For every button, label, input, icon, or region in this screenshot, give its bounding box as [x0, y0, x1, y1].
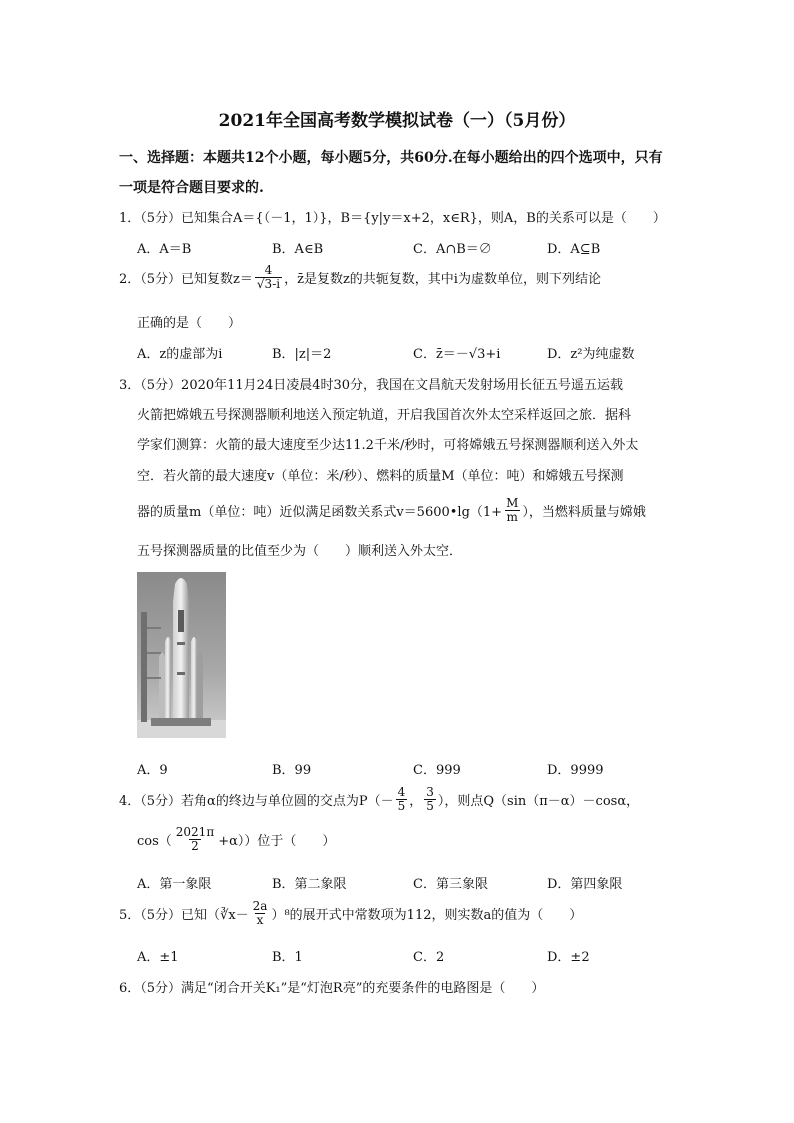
q2-stem-pre: 2．（5分）已知复数z＝ [119, 271, 253, 287]
q4-line2 [137, 826, 335, 852]
q2-fraction-numerator: 4 [264, 263, 273, 277]
q2-fraction-denominator: √3-i [256, 276, 281, 291]
section-heading-line2: 一项是符合题目要求的. [119, 180, 264, 196]
rocket-photo [137, 572, 226, 738]
q4-fraction-1-denominator: 5 [397, 798, 406, 813]
q3-option-c: C．999 [413, 763, 461, 778]
q4-line2-pre: cos（ [137, 833, 172, 849]
q4-line1-comma: ， [409, 793, 423, 809]
q1-option-b: B．A∈B [272, 242, 324, 257]
q3-line3: 学家们测算：火箭的最大速度至少达11.2千米/秒时，可将嫦娥五号探测器顺利送入外太 [137, 438, 639, 453]
q4-fraction-2-denominator: 5 [426, 798, 434, 813]
q4-line1-post: ），则点Q（sin（π－α）－cosα， [437, 793, 640, 809]
q4-fraction-3-denominator: 2 [191, 838, 199, 853]
q4-fraction-2 [424, 786, 436, 812]
q4-fraction-1 [396, 786, 408, 812]
q2-stem-post: ，z̄是复数z的共轭复数，其中i为虚数单位，则下列结论 [284, 271, 601, 287]
q3-line5-pre: 器的质量m（单位：吨）近似满足函数关系式v＝5600•lg（1+ [137, 504, 503, 520]
q5-option-d: D．±2 [547, 950, 590, 965]
q5-fraction [251, 900, 270, 926]
q1-stem: 1．（5分）已知集合A＝{（－1，1）}，B＝{y|y＝x+2，x∈R}，则A，B的关系可以是（ ） [119, 211, 666, 226]
q4-fraction-3 [174, 826, 216, 852]
page-title: 2021年全国高考数学模拟试卷（一）（5月份） [218, 111, 576, 131]
q5-option-b: B．1 [272, 950, 303, 965]
q5-stem-pre: 5．（5分）已知（∛x－ [119, 907, 249, 923]
q2-option-a: A．z的虚部为i [137, 347, 223, 362]
q2-stem-line2: 正确的是（ ） [137, 316, 242, 331]
q3-option-b: B．99 [272, 763, 312, 778]
q4-line1-pre: 4．（5分）若角α的终边与单位圆的交点为P（－ [119, 793, 394, 809]
q4-fraction-3-numerator: 2021π [175, 825, 215, 839]
q3-fraction-denominator: m [506, 509, 518, 524]
q6-stem: 6．（5分）满足“闭合开关K₁”是“灯泡R亮”的充要条件的电路图是（ ） [119, 981, 545, 996]
q5-stem-post: ）⁸的展开式中常数项为112，则实数a的值为（ ） [271, 907, 583, 923]
q4-line1 [119, 786, 639, 812]
q5-fraction-denominator: x [256, 912, 264, 927]
q3-option-a: A．9 [137, 763, 168, 778]
q4-option-d: D．第四象限 [547, 877, 623, 892]
q4-fraction-2-numerator: 3 [426, 785, 434, 799]
q5-fraction-numerator: 2a [252, 899, 268, 913]
q3-line6: 五号探测器质量的比值至少为（ ）顺利送入外太空． [137, 544, 463, 559]
q4-line2-post: +α））位于（ ） [218, 833, 336, 849]
q2-option-b: B．|z|＝2 [272, 347, 332, 362]
q2-option-d: D．z²为纯虚数 [547, 347, 635, 362]
q4-fraction-1-numerator: 4 [397, 785, 406, 799]
q2-fraction [255, 264, 282, 290]
q3-line4: 空．若火箭的最大速度v（单位：米/秒）、燃料的质量M（单位：吨）和嫦娥五号探测 [137, 469, 624, 484]
q3-line1: 3．（5分）2020年11月24日凌晨4时30分，我国在文昌航天发射场用长征五号遥五运载 [119, 378, 624, 393]
q3-fraction-numerator: M [506, 496, 519, 510]
q4-option-c: C．第三象限 [413, 877, 488, 892]
q4-option-b: B．第二象限 [272, 877, 347, 892]
q5-stem [119, 900, 582, 926]
q1-option-a: A．A＝B [137, 242, 192, 257]
q3-line5 [137, 497, 646, 523]
q2-stem-line1 [119, 264, 601, 290]
q3-option-d: D．9999 [547, 763, 604, 778]
q5-option-c: C．2 [413, 950, 445, 965]
q2-option-c: C．z̄＝－√3+i [413, 347, 501, 362]
section-heading-line1: 一、选择题：本题共12个小题，每小题5分，共60分.在每小题给出的四个选项中，只有 [119, 150, 663, 166]
q3-fraction [504, 497, 520, 523]
q3-line2: 火箭把嫦娥五号探测器顺利地送入预定轨道，开启我国首次外太空采样返回之旅．据科 [137, 408, 632, 423]
q1-option-c: C．A∩B＝∅ [413, 242, 492, 257]
q3-line5-post: ），当燃料质量与嫦娥 [522, 504, 646, 520]
q1-option-d: D．A⊆B [547, 242, 601, 257]
q5-option-a: A．±1 [137, 950, 179, 965]
q4-option-a: A．第一象限 [137, 877, 212, 892]
